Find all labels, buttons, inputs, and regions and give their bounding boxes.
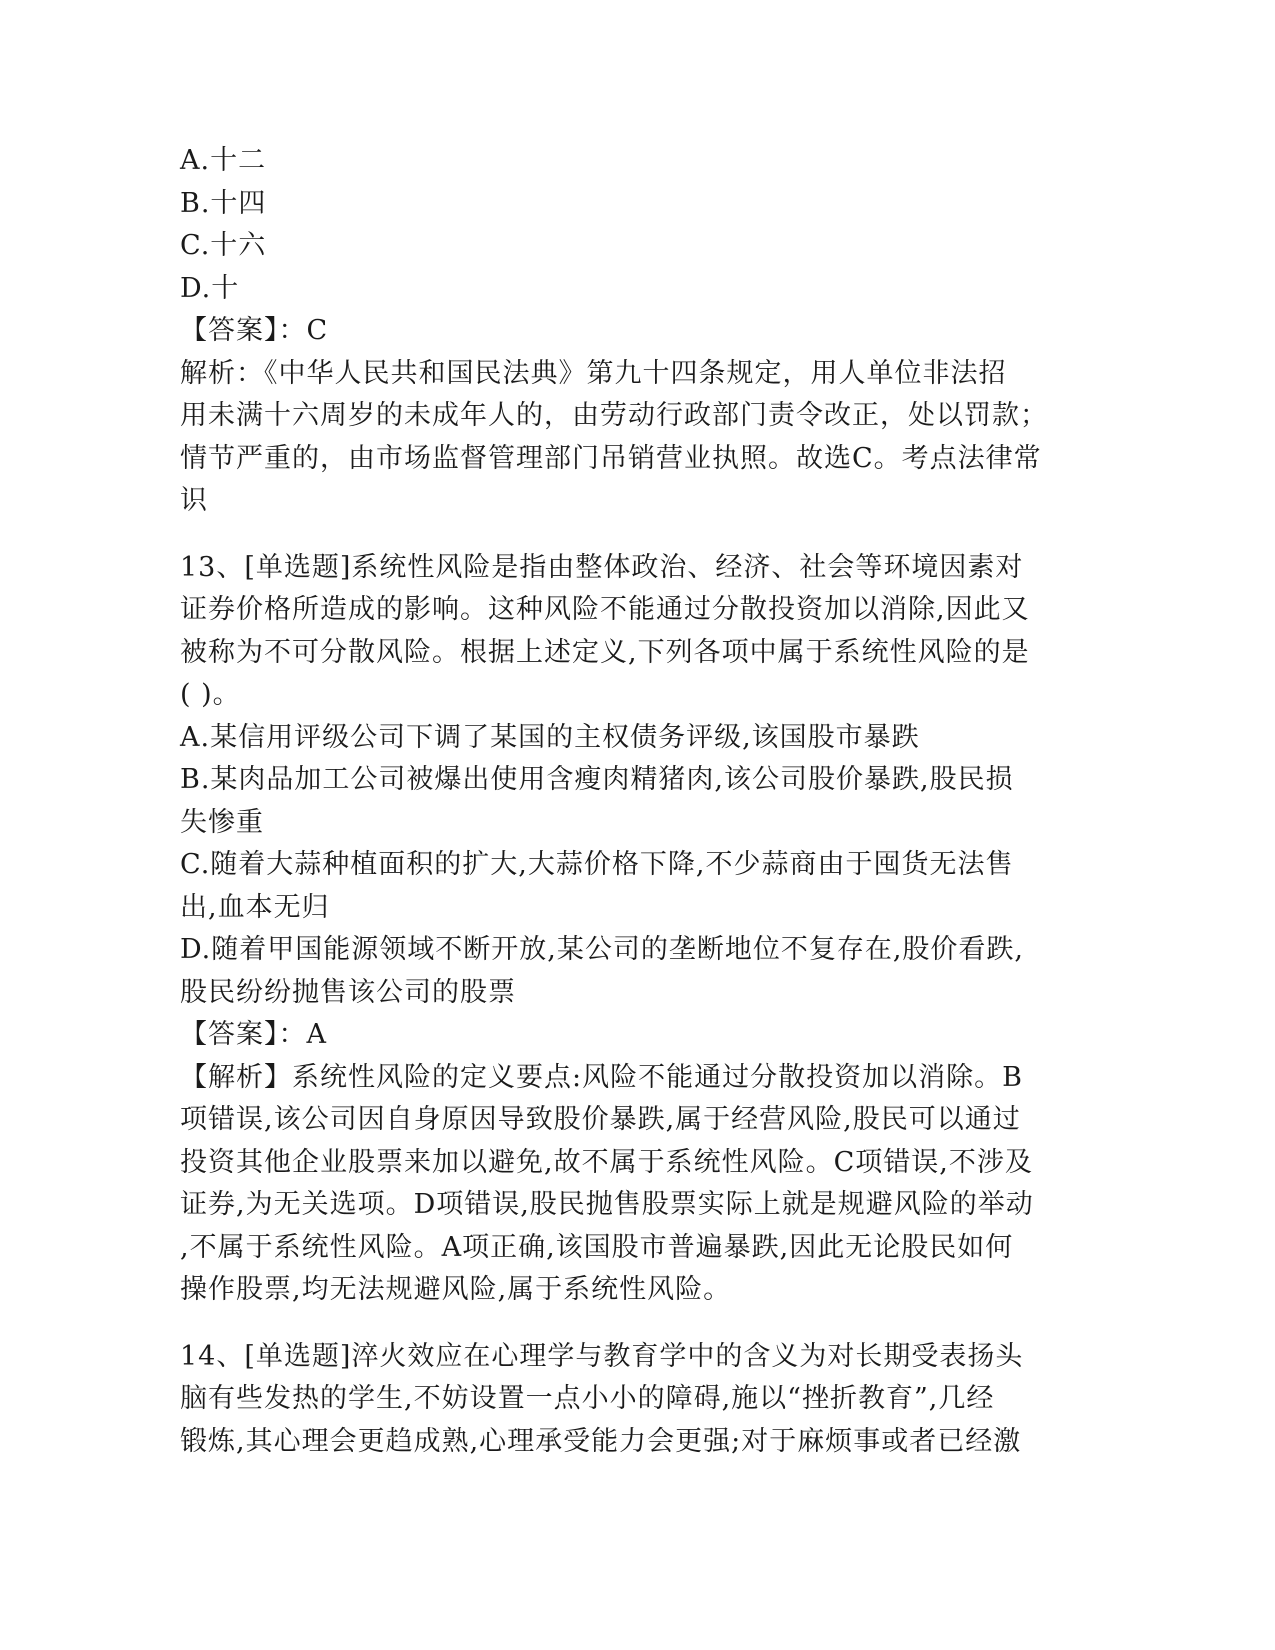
document-page <box>180 140 1080 1463</box>
answer: 【答案】：A <box>180 1019 327 1050</box>
option-d: D.十 <box>180 272 240 304</box>
analysis-line: 操作股票,均无法规避风险,属于系统性风险。 <box>180 1274 732 1305</box>
option-c: C.十六 <box>180 230 267 261</box>
analysis-line: 用未满十六周岁的未成年人的，由劳动行政部门责令改正，处以罚款； <box>180 400 1048 431</box>
question-stem-line: 锻炼,其心理会更趋成熟,心理承受能力会更强;对于麻烦事或者已经激 <box>180 1425 1022 1457</box>
option-b-continued: 失惨重 <box>180 806 264 838</box>
analysis-line: 解析：《中华人民共和国民法典》第九十四条规定，用人单位非法招 <box>180 357 1007 389</box>
question-12-tail <box>180 140 1080 523</box>
option-d: D.随着甲国能源领域不断开放,某公司的垄断地位不复存在,股价看跌, <box>180 934 1025 965</box>
question-spacer <box>180 1312 1080 1336</box>
analysis-line: 【解析】系统性风险的定义要点:风险不能通过分散投资加以消除。B <box>180 1061 1023 1093</box>
question-14 <box>180 1336 1080 1464</box>
option-c-continued: 出,血本无归 <box>180 891 330 923</box>
answer: 【答案】：C <box>180 315 329 346</box>
question-stem-line: 13、[单选题]系统性风险是指由整体政治、经济、社会等环境因素对 <box>180 551 1024 583</box>
option-c: C.随着大蒜种植面积的扩大,大蒜价格下降,不少蒜商由于囤货无法售 <box>180 849 1014 880</box>
analysis-line: 证券,为无关选项。D项错误,股民抛售股票实际上就是规避风险的举动 <box>180 1189 1034 1220</box>
analysis-line: ,不属于系统性风险。A项正确,该国股市普遍暴跌,因此无论股民如何 <box>180 1231 1014 1263</box>
question-stem-line: 被称为不可分散风险。根据上述定义,下列各项中属于系统性风险的是 <box>180 636 1030 668</box>
analysis-line: 识 <box>180 485 208 516</box>
analysis-line: 投资其他企业股票来加以避免,故不属于系统性风险。C项错误,不涉及 <box>180 1146 1033 1178</box>
option-b: B.十四 <box>180 187 267 219</box>
option-a: A.十二 <box>180 145 267 176</box>
analysis-line: 情节严重的，由市场监督管理部门吊销营业执照。故选C。考点法律常 <box>180 442 1042 474</box>
question-13 <box>180 547 1080 1312</box>
question-spacer <box>180 523 1080 547</box>
option-d-continued: 股民纷纷抛售该公司的股票 <box>180 976 516 1008</box>
option-b: B.某肉品加工公司被爆出使用含瘦肉精猪肉,该公司股价暴跌,股民损 <box>180 764 1014 795</box>
question-stem-line: ( )。 <box>180 679 241 710</box>
analysis-line: 项错误,该公司因自身原因导致股价暴跌,属于经营风险,股民可以通过 <box>180 1104 1021 1135</box>
question-stem-line: 14、[单选题]淬火效应在心理学与教育学中的含义为对长期受表扬头 <box>180 1340 1024 1372</box>
question-stem-line: 脑有些发热的学生,不妨设置一点小小的障碍,施以“挫折教育”,几经 <box>180 1383 995 1414</box>
question-stem-line: 证券价格所造成的影响。这种风险不能通过分散投资加以消除,因此又 <box>180 594 1030 625</box>
option-a: A.某信用评级公司下调了某国的主权债务评级,该国股市暴跌 <box>180 721 920 753</box>
